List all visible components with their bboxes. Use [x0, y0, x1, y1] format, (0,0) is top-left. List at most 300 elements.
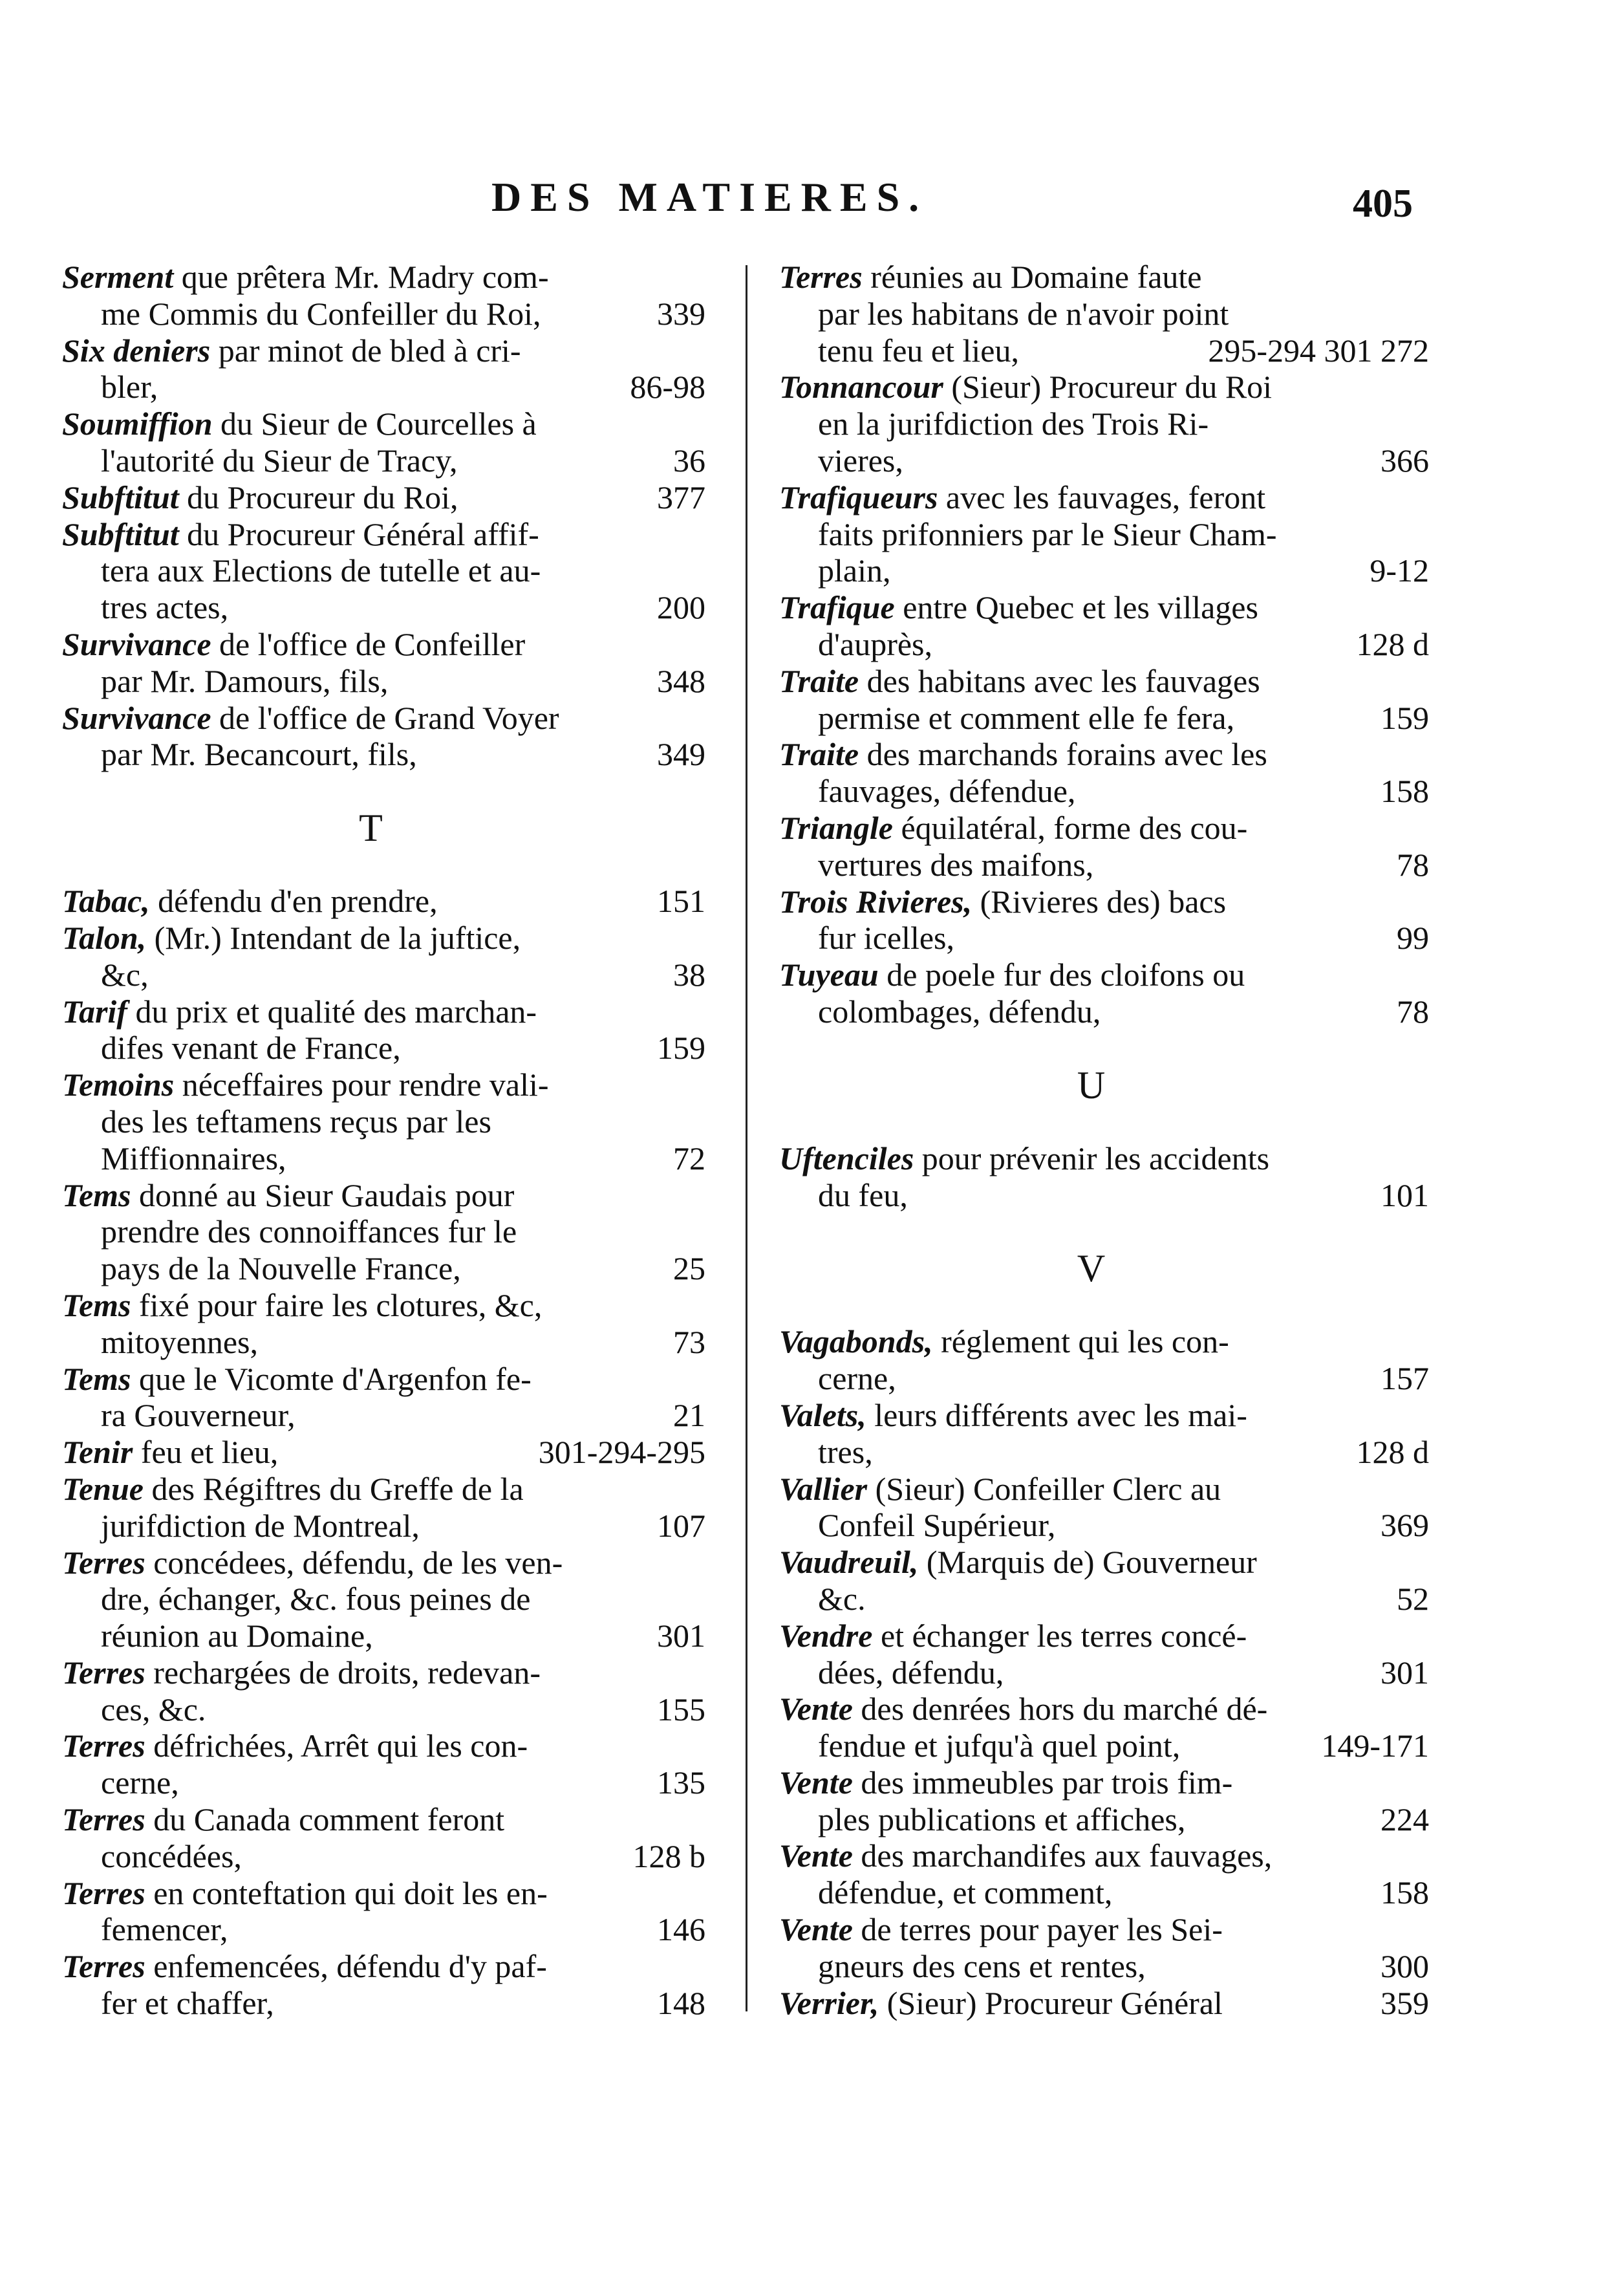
entry-text: ples publications et affiches,	[818, 1801, 1186, 1837]
entry-line	[779, 1140, 1429, 1177]
entry-line	[62, 1250, 705, 1287]
index-entry	[779, 810, 1429, 883]
entry-page-ref: 86-98	[630, 369, 705, 406]
entry-text: d'auprès,	[818, 625, 933, 662]
entry-headword: Trois Rivieres,	[779, 883, 972, 920]
index-entry	[779, 1471, 1429, 1544]
entry-line	[62, 1287, 705, 1324]
entry-headword: Tems	[62, 1286, 131, 1323]
entry-line	[779, 700, 1429, 737]
entry-headword: Vallier	[779, 1470, 868, 1507]
entry-line	[779, 406, 1429, 442]
entry-line	[62, 1654, 705, 1691]
entry-headword: Terres	[62, 1948, 145, 1985]
entry-headword: Terres	[62, 1544, 145, 1581]
entry-line	[779, 259, 1429, 296]
entry-page-ref: 25	[673, 1250, 705, 1287]
index-entry	[779, 1691, 1429, 1764]
entry-line	[779, 1471, 1429, 1508]
entry-headword: Six deniers	[62, 332, 211, 369]
entry-line	[62, 1801, 705, 1838]
entry-line	[62, 1213, 705, 1250]
entry-text: que prêtera Mr. Madry com-	[181, 259, 549, 295]
entry-page-ref: 155	[657, 1691, 705, 1727]
entry-page-ref: 128 d	[1356, 625, 1429, 662]
entry-text: des marchands forains avec les	[866, 736, 1267, 773]
entry-text: par Mr. Damours, fils,	[101, 662, 389, 699]
entry-line	[62, 1434, 705, 1471]
index-entry	[62, 1727, 705, 1801]
entry-line	[779, 663, 1429, 700]
entry-line	[779, 1948, 1429, 1985]
entry-line	[779, 1985, 1429, 2022]
entry-text: de poele fur des cloifons ou	[886, 957, 1245, 993]
entry-text: défrichées, Arrêt qui les con-	[153, 1727, 528, 1764]
index-entry	[779, 1544, 1429, 1618]
entry-line	[779, 993, 1429, 1030]
entry-text: l'autorité du Sieur de Tracy,	[101, 442, 458, 479]
entry-line	[62, 589, 705, 626]
entry-text: vertures des maifons,	[818, 846, 1094, 883]
entry-line	[779, 1434, 1429, 1471]
entry-line	[779, 1691, 1429, 1727]
index-entry	[62, 1471, 705, 1544]
index-entry	[779, 1911, 1429, 1985]
entry-line	[779, 516, 1429, 553]
entry-line	[62, 1508, 705, 1544]
entry-line	[62, 626, 705, 663]
index-entry	[779, 1764, 1429, 1838]
entry-line	[62, 1177, 705, 1214]
entry-line	[779, 736, 1429, 773]
entry-page-ref: 148	[657, 1985, 705, 2022]
entry-page-ref: 301	[1381, 1654, 1429, 1691]
entry-line	[779, 1654, 1429, 1691]
entry-headword: Uftenciles	[779, 1140, 914, 1176]
entry-headword: Serment	[62, 259, 174, 295]
entry-line	[779, 810, 1429, 847]
entry-headword: Tenir	[62, 1434, 133, 1471]
entry-text: que le Vicomte d'Argenfon fe-	[139, 1360, 532, 1397]
entry-text: dre, échanger, &c. fous peines de	[101, 1581, 531, 1618]
entry-text: par minot de bled à cri-	[218, 332, 521, 369]
entry-text: &c.	[818, 1580, 866, 1617]
index-entry	[62, 993, 705, 1067]
entry-line	[62, 1911, 705, 1948]
entry-text: (Sieur) Procureur du Roi	[951, 369, 1273, 406]
entry-headword: Temoins	[62, 1067, 175, 1103]
entry-headword: Soumiffion	[62, 406, 213, 442]
entry-text: des marchandifes aux fauvages,	[861, 1837, 1273, 1874]
entry-headword: Trafiqueurs	[779, 479, 938, 515]
entry-line	[779, 552, 1429, 589]
index-entry	[779, 736, 1429, 810]
section-letter: V	[1077, 1247, 1106, 1290]
entry-line	[62, 552, 705, 589]
entry-headword: Tabac,	[62, 883, 150, 920]
entry-text: tres,	[818, 1433, 873, 1470]
entry-line	[62, 442, 705, 479]
entry-text: équilatéral, forme des cou-	[901, 809, 1248, 846]
entry-line	[779, 1618, 1429, 1654]
entry-line	[779, 1874, 1429, 1911]
index-entry	[779, 1618, 1429, 1691]
entry-page-ref: 377	[657, 479, 705, 515]
entry-text: me Commis du Confeiller du Roi,	[101, 295, 541, 332]
column-divider	[746, 265, 747, 2011]
entry-text: du Procureur Général affif-	[187, 515, 539, 552]
entry-line	[62, 1030, 705, 1067]
entry-page-ref: 349	[657, 736, 705, 773]
entry-headword: Triangle	[779, 809, 893, 846]
index-entry	[62, 259, 705, 332]
entry-line	[779, 442, 1429, 479]
entry-text: jurifdiction de Montreal,	[101, 1507, 420, 1544]
entry-text: colombages, défendu,	[818, 993, 1101, 1030]
entry-text: réunion au Domaine,	[101, 1618, 373, 1654]
entry-text: et échanger les terres concé-	[880, 1617, 1247, 1654]
entry-line	[62, 1544, 705, 1581]
entry-text: de l'office de Confeiller	[219, 625, 526, 662]
entry-text: néceffaires pour rendre vali-	[182, 1067, 549, 1103]
entry-text: en la jurifdiction des Trois Ri-	[818, 406, 1209, 442]
entry-text: pour prévenir les accidents	[921, 1140, 1270, 1176]
index-entry	[62, 1801, 705, 1875]
entry-line	[779, 1581, 1429, 1618]
index-entry	[62, 1067, 705, 1176]
entry-text: défendu d'en prendre,	[158, 883, 438, 920]
entry-page-ref: 128 b	[632, 1837, 705, 1874]
entry-line	[62, 1838, 705, 1875]
entry-page-ref: 159	[657, 1030, 705, 1067]
entry-line	[62, 406, 705, 442]
entry-line	[62, 993, 705, 1030]
index-entry	[62, 1948, 705, 2022]
entry-page-ref: 78	[1397, 846, 1429, 883]
entry-page-ref: 301-294-295	[538, 1434, 705, 1471]
index-entry	[62, 700, 705, 774]
entry-text: tenu feu et lieu,	[818, 332, 1019, 369]
entry-line	[779, 296, 1429, 332]
entry-headword: Terres	[62, 1874, 145, 1911]
entry-text: du Canada comment feront	[153, 1801, 505, 1838]
entry-page-ref: 128 d	[1356, 1433, 1429, 1470]
entry-text: enfemencées, défendu d'y paf-	[153, 1948, 547, 1985]
index-entry	[779, 369, 1429, 479]
entry-text: réunies au Domaine faute	[870, 259, 1202, 295]
entry-page-ref: 200	[657, 589, 705, 626]
entry-text: de terres pour payer les Sei-	[861, 1911, 1223, 1948]
entry-page-ref: 366	[1381, 442, 1429, 479]
entry-page-ref: 151	[657, 883, 705, 920]
entry-headword: Vente	[779, 1911, 853, 1948]
entry-page-ref: 295-294 301 272	[1208, 332, 1429, 369]
entry-line	[779, 369, 1429, 406]
entry-text: concédees, défendu, de les ven-	[153, 1544, 563, 1581]
entry-headword: Terres	[62, 1727, 145, 1764]
entry-text: du prix et qualité des marchan-	[135, 993, 537, 1030]
entry-headword: Subftitut	[62, 479, 179, 515]
entry-line	[62, 700, 705, 737]
entry-line	[62, 1985, 705, 2022]
entry-text: des habitans avec les fauvages	[866, 662, 1260, 699]
entry-text: &c,	[101, 956, 149, 993]
entry-text: dées, défendu,	[818, 1654, 1004, 1691]
entry-text: du Procureur du Roi,	[187, 479, 458, 515]
index-entry	[779, 663, 1429, 737]
entry-headword: Vente	[779, 1691, 853, 1727]
entry-line	[62, 1140, 705, 1177]
index-entry	[779, 1140, 1429, 1214]
entry-line	[779, 1801, 1429, 1838]
entry-page-ref: 21	[673, 1397, 705, 1434]
index-entry	[779, 883, 1429, 957]
entry-line	[779, 1323, 1429, 1360]
entry-headword: Vente	[779, 1764, 853, 1801]
entry-text: ces, &c.	[101, 1691, 206, 1727]
entry-line	[62, 516, 705, 553]
entry-headword: Tenue	[62, 1470, 144, 1507]
entry-line	[62, 1103, 705, 1140]
entry-line	[62, 1948, 705, 1985]
entry-headword: Tonnancour	[779, 369, 943, 406]
entry-line	[779, 1177, 1429, 1214]
entry-page-ref: 73	[673, 1323, 705, 1360]
entry-text: avec les fauvages, feront	[945, 479, 1266, 515]
entry-page-ref: 107	[657, 1507, 705, 1544]
section-letter: T	[359, 807, 383, 850]
entry-text: par les habitans de n'avoir point	[818, 295, 1229, 332]
entry-page-ref: 9-12	[1370, 552, 1429, 589]
entry-headword: Trafique	[779, 589, 895, 626]
entry-text: par Mr. Becancourt, fils,	[101, 736, 417, 773]
entry-line	[62, 259, 705, 296]
entry-text: ra Gouverneur,	[101, 1397, 295, 1434]
entry-text: pays de la Nouvelle France,	[101, 1250, 461, 1287]
entry-page-ref: 149-171	[1321, 1727, 1429, 1764]
entry-page-ref: 301	[657, 1618, 705, 1654]
entry-text: fur icelles,	[818, 920, 955, 957]
entry-text: tres actes,	[101, 589, 229, 626]
entry-line	[62, 1875, 705, 1912]
entry-text: cerne,	[101, 1764, 179, 1801]
entry-text: rechargées de droits, redevan-	[153, 1654, 541, 1691]
entry-line	[62, 1618, 705, 1654]
entry-line	[779, 883, 1429, 920]
entry-page-ref: 36	[673, 442, 705, 479]
index-entry	[62, 1654, 705, 1728]
index-entry	[62, 1875, 705, 1949]
entry-page-ref: 157	[1381, 1360, 1429, 1397]
entry-line	[779, 1837, 1429, 1874]
entry-text: bler,	[101, 369, 158, 406]
entry-page-ref: 359	[1381, 1984, 1429, 2021]
entry-text: (Rivieres des) bacs	[980, 883, 1227, 920]
entry-line	[62, 1581, 705, 1618]
entry-text: (Sieur) Confeiller Clerc au	[875, 1470, 1221, 1507]
entry-headword: Tems	[62, 1360, 131, 1397]
entry-text: fixé pour faire les clotures, &c,	[139, 1286, 543, 1323]
entry-headword: Valets,	[779, 1396, 866, 1433]
entry-text: permise et comment elle fe fera,	[818, 699, 1235, 736]
entry-page-ref: 158	[1381, 1874, 1429, 1911]
index-entry	[62, 1544, 705, 1654]
entry-line	[779, 773, 1429, 810]
entry-text: des immeubles par trois fim-	[861, 1764, 1233, 1801]
entry-line	[779, 1507, 1429, 1544]
page-number: 405	[1353, 182, 1413, 226]
entry-page-ref: 72	[673, 1140, 705, 1176]
entry-headword: Tuyeau	[779, 957, 879, 993]
entry-text: plain,	[818, 552, 891, 589]
entry-text: Miffionnaires,	[101, 1140, 286, 1176]
entry-line	[779, 957, 1429, 993]
index-entry	[62, 1361, 705, 1435]
entry-line	[779, 332, 1429, 369]
entry-headword: Traite	[779, 736, 859, 773]
entry-text: femencer,	[101, 1911, 228, 1948]
entry-text: entre Quebec et les villages	[903, 589, 1258, 626]
entry-line	[62, 736, 705, 773]
entry-line	[62, 663, 705, 700]
entry-line	[62, 332, 705, 369]
entry-line	[62, 479, 705, 516]
entry-line	[62, 1691, 705, 1728]
entry-line	[62, 296, 705, 332]
index-entry	[62, 406, 705, 479]
entry-line	[779, 847, 1429, 883]
entry-page-ref: 52	[1397, 1580, 1429, 1617]
entry-line	[779, 920, 1429, 957]
entry-headword: Tems	[62, 1176, 131, 1213]
entry-text: Confeil Supérieur,	[818, 1507, 1056, 1544]
entry-text: vieres,	[818, 442, 903, 479]
entry-text: des les teftamens reçus par les	[101, 1103, 491, 1140]
entry-text: fendue et jufqu'à quel point,	[818, 1727, 1181, 1764]
running-title: DES MATIERES.	[491, 174, 929, 220]
entry-headword: Vagabonds,	[779, 1323, 933, 1360]
entry-page-ref: 101	[1381, 1176, 1429, 1213]
entry-page-ref: 146	[657, 1911, 705, 1948]
entry-text: concédées,	[101, 1837, 242, 1874]
entry-line	[62, 957, 705, 993]
index-entry	[62, 1177, 705, 1287]
entry-text: réglement qui les con-	[941, 1323, 1229, 1360]
index-entry	[62, 1287, 705, 1361]
entry-text: de l'office de Grand Voyer	[219, 699, 559, 736]
entry-line	[62, 1471, 705, 1508]
entry-text: du feu,	[818, 1176, 908, 1213]
index-column-right	[779, 259, 1429, 2021]
entry-text: du Sieur de Courcelles à	[220, 406, 537, 442]
entry-page-ref: 158	[1381, 773, 1429, 810]
entry-page-ref: 38	[673, 956, 705, 993]
entry-headword: Survivance	[62, 625, 211, 662]
index-entry	[779, 957, 1429, 1030]
entry-text: donné au Sieur Gaudais pour	[139, 1176, 515, 1213]
entry-text: gneurs des cens et rentes,	[818, 1947, 1146, 1984]
entry-headword: Vaudreuil,	[779, 1544, 919, 1581]
entry-line	[62, 1067, 705, 1103]
entry-line	[779, 626, 1429, 663]
entry-text: des denrées hors du marché dé-	[861, 1691, 1268, 1727]
entry-text: fer et chaffer,	[101, 1985, 274, 2022]
index-entry	[779, 1397, 1429, 1471]
entry-headword: Survivance	[62, 699, 211, 736]
entry-page-ref: 159	[1381, 699, 1429, 736]
entry-text: mitoyennes,	[101, 1323, 259, 1360]
index-entry	[779, 1985, 1429, 2022]
entry-text: fauvages, défendue,	[818, 773, 1076, 810]
index-entry	[62, 920, 705, 993]
index-entry	[62, 626, 705, 700]
entry-headword: Terres	[779, 259, 863, 295]
entry-line	[779, 589, 1429, 626]
entry-headword: Subftitut	[62, 515, 179, 552]
entry-line	[62, 1764, 705, 1801]
entry-text: en conteftation qui doit les en-	[153, 1874, 548, 1911]
index-entry	[779, 1323, 1429, 1397]
entry-page-ref: 135	[657, 1764, 705, 1801]
entry-text: prendre des connoiffances fur le	[101, 1213, 517, 1250]
entry-headword: Terres	[62, 1801, 145, 1838]
entry-text: leurs différents avec les mai-	[874, 1396, 1247, 1433]
entry-text: feu et lieu,	[140, 1434, 279, 1471]
entry-page-ref: 300	[1381, 1947, 1429, 1984]
entry-text: des Régiftres du Greffe de la	[151, 1470, 524, 1507]
entry-page-ref: 99	[1397, 920, 1429, 957]
entry-text: (Sieur) Procureur Général	[886, 1984, 1223, 2021]
index-column-left	[62, 259, 705, 2022]
entry-headword: Talon,	[62, 919, 147, 956]
entry-line	[779, 1544, 1429, 1581]
entry-line	[779, 1911, 1429, 1948]
entry-headword: Vente	[779, 1837, 853, 1874]
entry-text: défendue, et comment,	[818, 1874, 1113, 1911]
index-entry	[62, 1434, 705, 1471]
index-entry	[62, 516, 705, 626]
entry-line	[62, 883, 705, 920]
entry-headword: Vendre	[779, 1617, 873, 1654]
entry-line	[779, 479, 1429, 516]
entry-page-ref: 339	[657, 295, 705, 332]
entry-line	[62, 1397, 705, 1434]
index-entry	[62, 479, 705, 516]
index-entry	[779, 479, 1429, 589]
section-letter: U	[1077, 1063, 1106, 1107]
entry-text: (Marquis de) Gouverneur	[926, 1544, 1257, 1581]
entry-line	[779, 1360, 1429, 1397]
entry-line	[779, 1764, 1429, 1801]
entry-headword: Traite	[779, 662, 859, 699]
index-entry	[62, 883, 705, 920]
index-entry	[779, 589, 1429, 663]
entry-line	[62, 1727, 705, 1764]
index-entry	[779, 1837, 1429, 1911]
entry-page-ref: 369	[1381, 1507, 1429, 1544]
entry-text: cerne,	[818, 1360, 896, 1397]
entry-text: tera aux Elections de tutelle et au-	[101, 552, 541, 589]
entry-line	[62, 920, 705, 957]
entry-headword: Tarif	[62, 993, 127, 1030]
entry-line	[62, 1361, 705, 1398]
entry-headword: Terres	[62, 1654, 145, 1691]
entry-line	[779, 1727, 1429, 1764]
entry-text: difes venant de France,	[101, 1030, 401, 1067]
entry-page-ref: 224	[1381, 1801, 1429, 1837]
entry-text: faits prifonniers par le Sieur Cham-	[818, 515, 1277, 552]
index-entry	[779, 259, 1429, 369]
